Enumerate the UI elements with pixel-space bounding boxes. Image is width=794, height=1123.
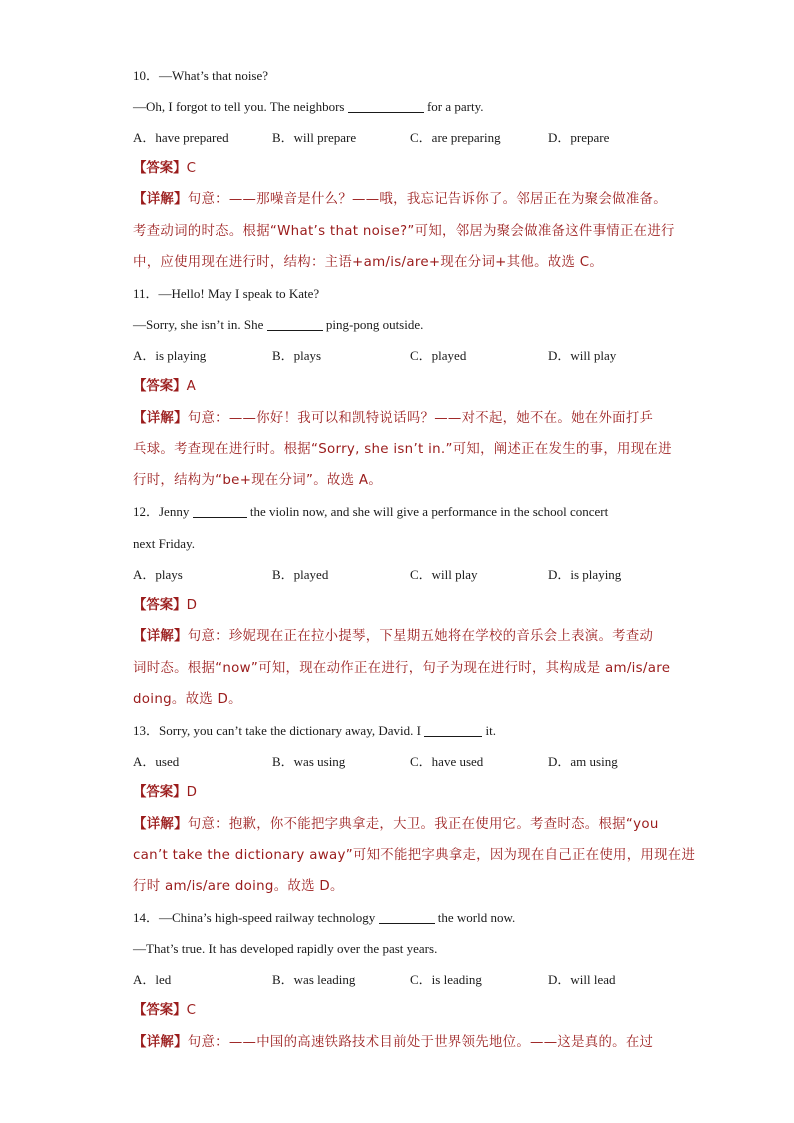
option-c: C．is leading <box>410 972 482 987</box>
option-a: A．plays <box>133 567 183 582</box>
question-11-detail-line3: 行时，结构为“be+现在分词”。故选 A。 <box>133 473 383 488</box>
question-11-stem-line2: —Sorry, she isn’t in. She ping-pong outside. <box>133 317 424 332</box>
answer-blank <box>379 911 435 924</box>
question-11-detail-line2: 乓球。考查现在进行时。根据“Sorry, she isn’t in.”可知，阐述正在发生的事，用现在进 <box>133 442 672 457</box>
question-12-answer: 【答案】D <box>133 598 197 613</box>
option-a: A．have prepared <box>133 130 229 145</box>
question-14-detail: 【详解】句意：——中国的高速铁路技术目前处于世界领先地位。——这是真的。在过 <box>133 1035 654 1050</box>
option-d: D．will play <box>548 348 617 363</box>
option-d: D．will lead <box>548 972 616 987</box>
question-13-detail-line3: 行时 am/is/are doing。故选 D。 <box>133 879 344 894</box>
option-c: C．played <box>410 348 467 363</box>
question-11-answer: 【答案】A <box>133 379 196 394</box>
answer-blank <box>348 100 424 113</box>
question-12-detail-line3: doing。故选 D。 <box>133 692 242 707</box>
question-13-answer: 【答案】D <box>133 785 197 800</box>
option-d: D．am using <box>548 754 618 769</box>
option-b: B．was using <box>272 754 346 769</box>
answer-blank <box>193 505 247 518</box>
question-13-detail: 【详解】句意：抱歉，你不能把字典拿走，大卫。我正在使用它。考查时态。根据“you <box>133 817 659 832</box>
question-13-stem: 13．Sorry, you can’t take the dictionary away, David. I it. <box>133 723 496 738</box>
option-a: A．is playing <box>133 348 207 363</box>
question-10-detail-line2: 考查动词的时态。根据“What’s that noise?”可知，邻居为聚会做准备这件事情正在进行 <box>133 224 675 239</box>
question-10-stem: 10．—What’s that noise? <box>133 68 269 83</box>
option-a: A．used <box>133 754 180 769</box>
question-14-stem-line2: —That’s true. It has developed rapidly over the past years. <box>133 941 438 956</box>
option-b: B．was leading <box>272 972 356 987</box>
question-14-stem: 14．—China’s high-speed railway technology the world now. <box>133 910 516 925</box>
answer-blank <box>267 318 323 331</box>
option-b: B．will prepare <box>272 130 357 145</box>
option-b: B．plays <box>272 348 322 363</box>
question-11-detail: 【详解】句意：——你好！我可以和凯特说话吗？——对不起，她不在。她在外面打乒 <box>133 411 654 426</box>
option-b: B．played <box>272 567 329 582</box>
option-a: A．led <box>133 972 172 987</box>
question-10-stem-line2: —Oh, I forgot to tell you. The neighbors for a party. <box>133 99 484 114</box>
question-10-detail: 【详解】句意：——那噪音是什么？——哦，我忘记告诉你了。邻居正在为聚会做准备。 <box>133 192 667 207</box>
option-c: C．have used <box>410 754 484 769</box>
question-12-detail-line2: 词时态。根据“now”可知，现在动作正在进行，句子为现在进行时，其构成是 am/is/are <box>133 661 671 676</box>
question-11-stem: 11．—Hello! May I speak to Kate? <box>133 286 320 301</box>
question-10-answer: 【答案】C <box>133 161 196 176</box>
option-d: D．is playing <box>548 567 622 582</box>
question-10-detail-line3: 中，应使用现在进行时，结构：主语+am/is/are+现在分词+其他。故选 C。 <box>133 255 604 270</box>
question-12-stem: 12．Jenny the violin now, and she will give a performance in the school concert <box>133 504 609 519</box>
question-13-detail-line2: can’t take the dictionary away”可知不能把字典拿走，因为现在自己正在使用，用现在进 <box>133 848 696 863</box>
question-12-stem-line2: next Friday. <box>133 536 195 551</box>
question-12-detail: 【详解】句意：珍妮现在正在拉小提琴，下星期五她将在学校的音乐会上表演。考查动 <box>133 629 654 644</box>
option-c: C．will play <box>410 567 478 582</box>
option-c: C．are preparing <box>410 130 501 145</box>
option-d: D．prepare <box>548 130 610 145</box>
question-14-answer: 【答案】C <box>133 1003 196 1018</box>
answer-blank <box>424 724 482 737</box>
